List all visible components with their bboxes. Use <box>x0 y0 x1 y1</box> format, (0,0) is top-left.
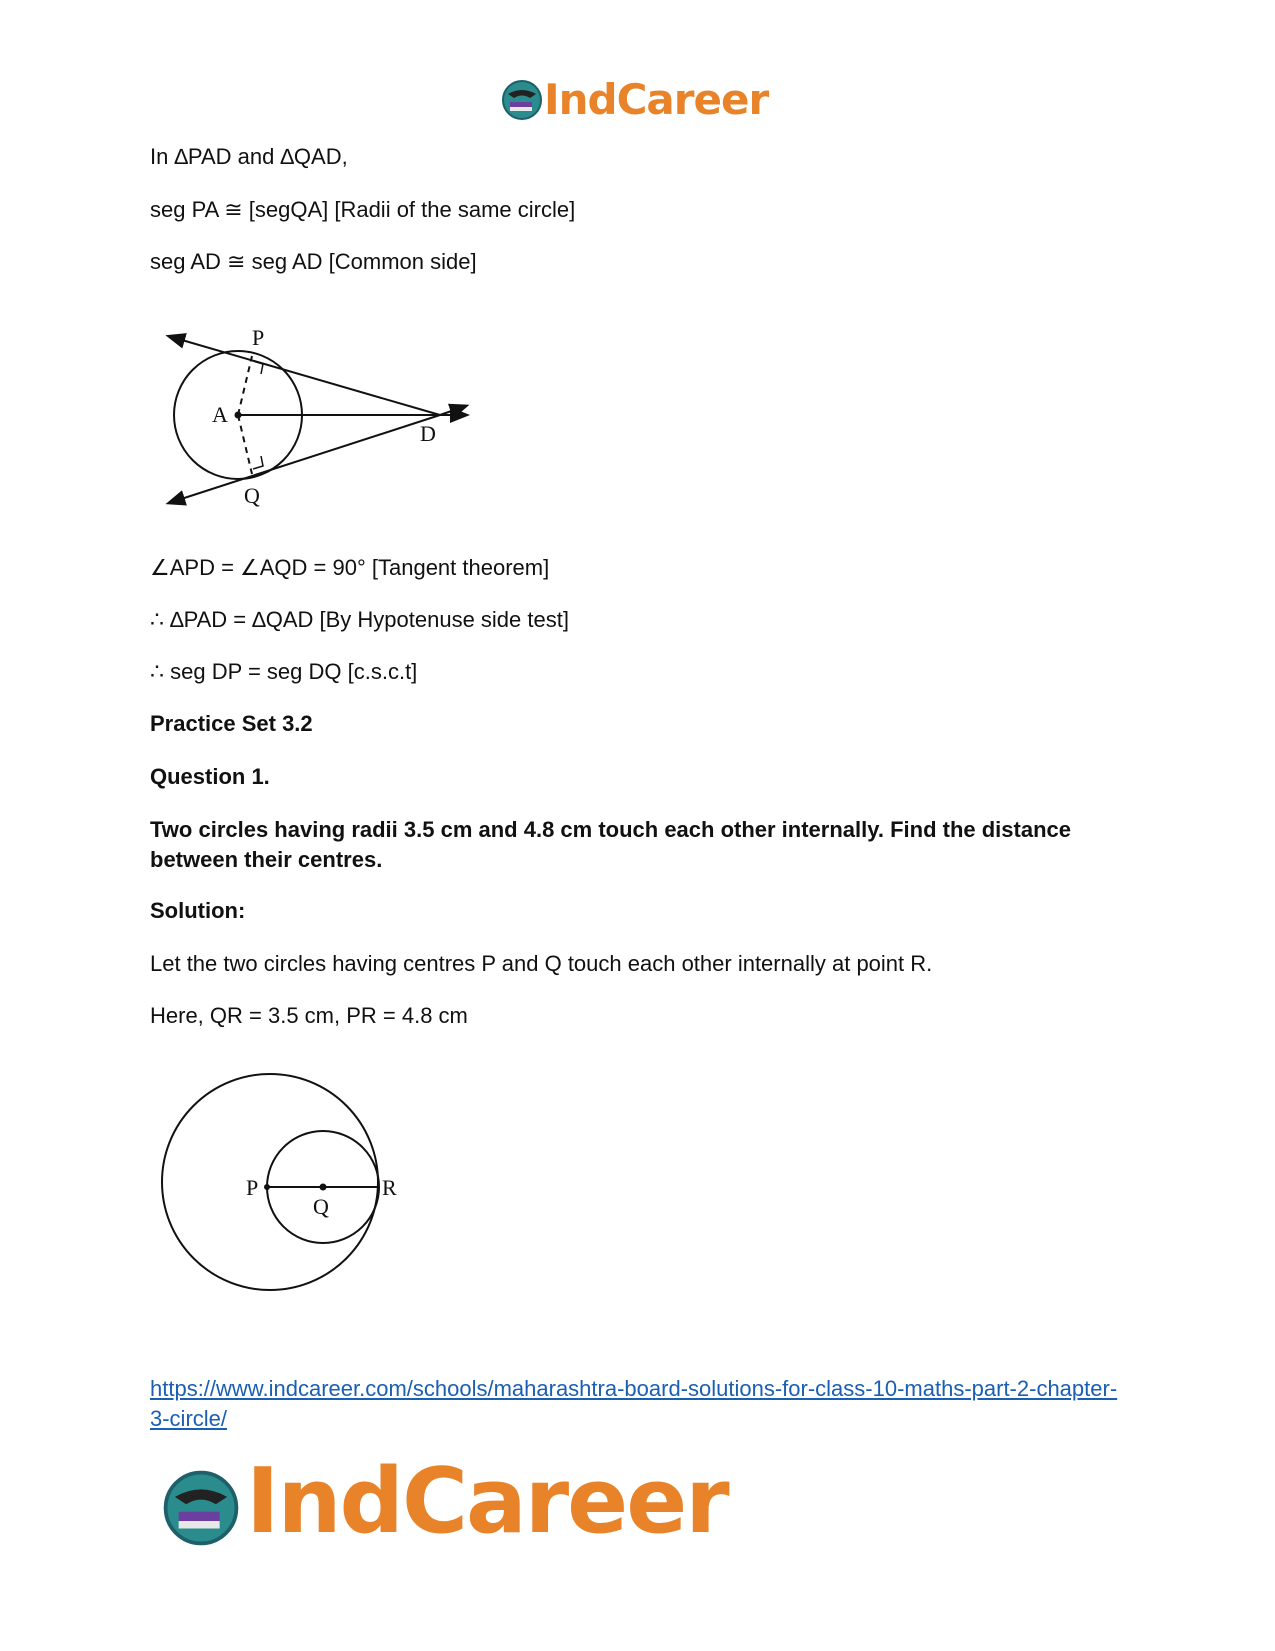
label-p2: P <box>246 1175 259 1200</box>
question-label: Question 1. <box>150 764 270 789</box>
solution-line-2: Here, QR = 3.5 cm, PR = 4.8 cm <box>150 1003 468 1028</box>
indcareer-logo-top <box>500 75 770 128</box>
large-circle <box>162 1074 378 1290</box>
question-text: Two circles having radii 3.5 cm and 4.8 cm touch each other internally. Find the distance between their centres. <box>150 817 1078 872</box>
logo-wordmark: IndCareer <box>246 1449 728 1554</box>
logo-wordmark: IndCareer <box>544 75 769 124</box>
indcareer-logo-bottom <box>160 1449 728 1558</box>
label-d: D <box>420 421 436 446</box>
solution-line-1: Let the two circles having centres P and Q touch each other internally at point R. <box>150 951 933 976</box>
label-q2: Q <box>313 1194 329 1219</box>
radius-ap <box>238 356 252 415</box>
tangent-figure <box>160 318 480 528</box>
text-line-4: ∠APD = ∠AQD = 90° [Tangent theorem] <box>150 555 550 580</box>
label-r2: R <box>382 1175 397 1200</box>
text-line-6: ∴ seg DP = seg DQ [c.s.c.t] <box>150 659 418 684</box>
tangent-dq <box>175 415 440 501</box>
globe-book-icon <box>500 78 544 122</box>
label-p: P <box>252 325 265 350</box>
text-line-1: In ∆PAD and ∆QAD, <box>150 144 348 169</box>
label-q: Q <box>244 483 260 508</box>
source-link[interactable]: https://www.indcareer.com/schools/maharashtra-board-solutions-for-class-10-maths-part-2-chapter-3-circle/ <box>150 1376 1118 1431</box>
text-line-2: seg PA ≅ [segQA] [Radii of the same circle] <box>150 197 576 222</box>
radius-aq <box>238 415 252 474</box>
solution-label: Solution: <box>150 898 246 923</box>
text-line-3: seg AD ≅ seg AD [Common side] <box>150 249 477 274</box>
text-line-5: ∴ ∆PAD = ∆QAD [By Hypotenuse side test] <box>150 607 569 632</box>
label-a: A <box>212 402 228 427</box>
globe-book-icon <box>160 1467 242 1549</box>
section-title: Practice Set 3.2 <box>150 711 313 736</box>
internal-circles-figure <box>160 1062 420 1302</box>
